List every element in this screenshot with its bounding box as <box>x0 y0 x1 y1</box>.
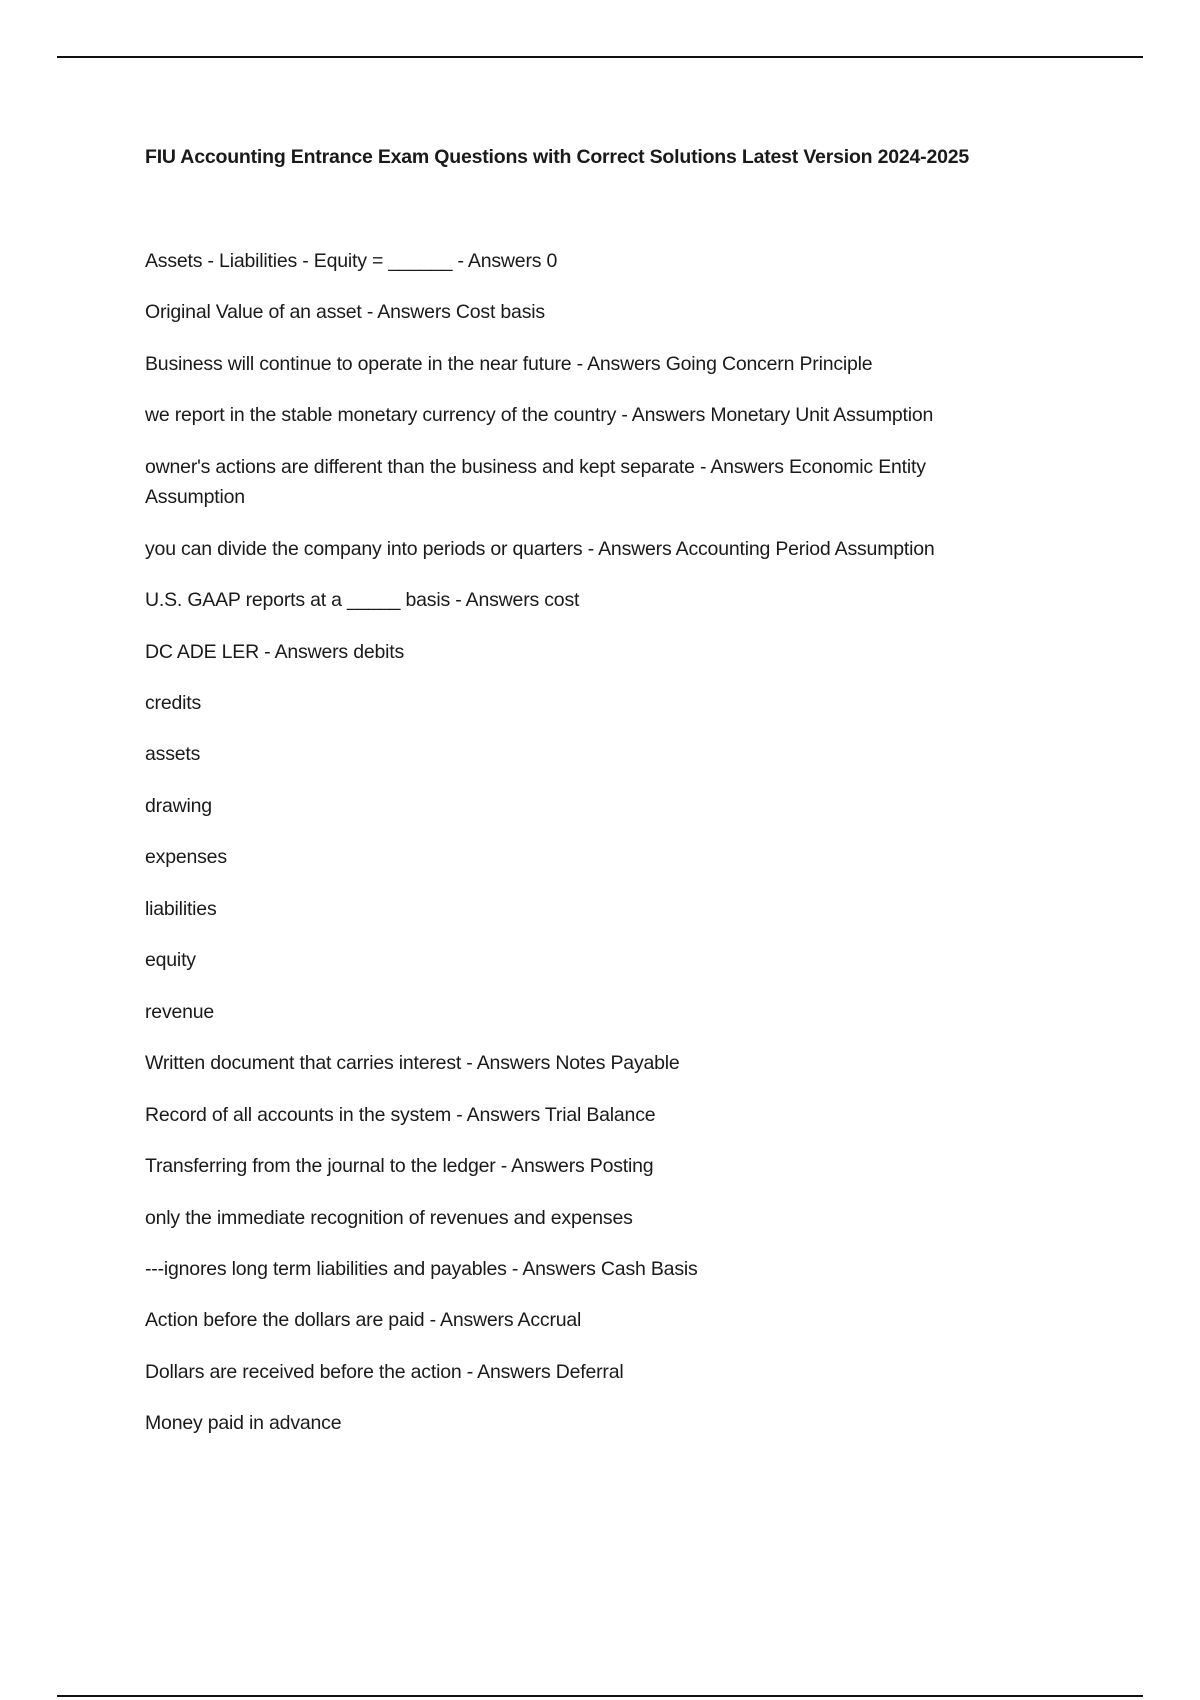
document-title: FIU Accounting Entrance Exam Questions with Correct Solutions Latest Version 2024-2025 <box>145 146 970 168</box>
qa-line: you can divide the company into periods or quarters - Answers Accounting Period Assumption <box>145 538 935 560</box>
qa-line: drawing <box>145 795 212 817</box>
qa-line: equity <box>145 949 196 971</box>
qa-line: we report in the stable monetary currency of the country - Answers Monetary Unit Assumption <box>145 404 934 426</box>
qa-line: credits <box>145 692 202 714</box>
qa-line: Written document that carries interest - Answers Notes Payable <box>145 1052 680 1074</box>
qa-line: Dollars are received before the action - Answers Deferral <box>145 1361 624 1383</box>
bottom-rule <box>57 1695 1143 1697</box>
qa-line: Transferring from the journal to the ledger - Answers Posting <box>145 1155 654 1177</box>
qa-line: Record of all accounts in the system - Answers Trial Balance <box>145 1104 656 1126</box>
qa-line: Action before the dollars are paid - Answers Accrual <box>145 1309 582 1331</box>
top-rule <box>57 56 1143 58</box>
qa-line: Original Value of an asset - Answers Cost basis <box>145 301 545 323</box>
qa-line: revenue <box>145 1001 215 1023</box>
qa-line: Assets - Liabilities - Equity = ______ - Answers 0 <box>145 250 558 272</box>
qa-line: U.S. GAAP reports at a _____ basis - Answers cost <box>145 589 580 611</box>
qa-line: owner's actions are different than the business and kept separate - Answers Economic Entity Assumption <box>145 456 926 508</box>
qa-line: expenses <box>145 846 227 868</box>
qa-line: assets <box>145 743 201 765</box>
qa-line: Business will continue to operate in the near future - Answers Going Concern Principle <box>145 353 873 375</box>
qa-line: only the immediate recognition of revenues and expenses <box>145 1207 633 1229</box>
qa-line: ---ignores long term liabilities and payables - Answers Cash Basis <box>145 1258 698 1280</box>
qa-line: liabilities <box>145 898 217 920</box>
qa-line: Money paid in advance <box>145 1412 342 1434</box>
qa-line: DC ADE LER - Answers debits <box>145 641 405 663</box>
